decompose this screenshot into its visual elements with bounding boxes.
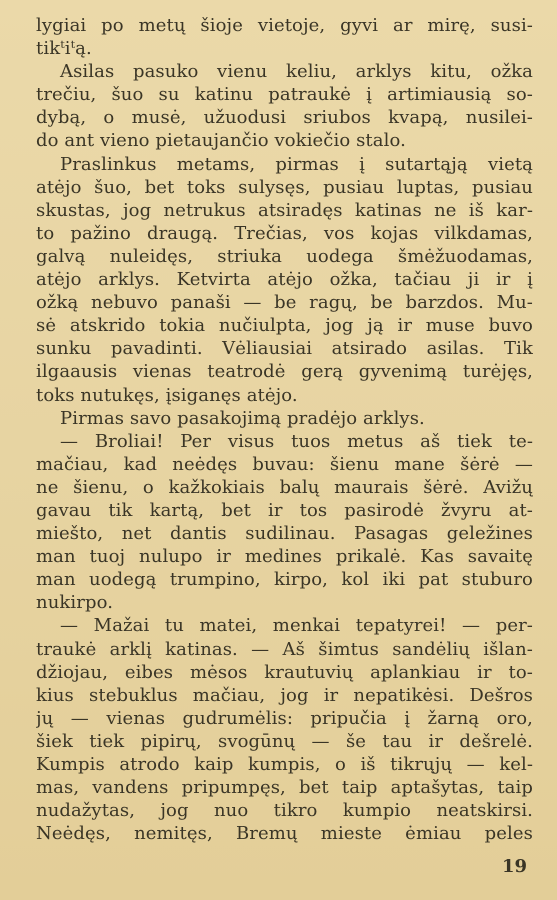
text-line: galvą nuleidęs, striuka uodega šmėžuodamas, <box>36 245 533 267</box>
text-line: mačiau, kad neėdęs buvau: šienu mane šėrė — <box>36 453 533 475</box>
text-line: lygiai po metų šioje vietoje, gyvi ar mirę, susi- <box>36 15 533 36</box>
text-line: — Mažai tu matei, menkai tepatyrei! — per- <box>60 615 533 637</box>
text-line: Asilas pasuko vienu keliu, arklys kitu, ožka <box>60 61 533 83</box>
text-line: dybą, o musė, užuodusi sriubos kvapą, nusilei- <box>36 107 533 129</box>
text-line: ilgaausis vienas teatrodė gerą gyvenimą turėjęs, <box>36 361 533 383</box>
text-line: nudažytas, jog nuo tikro kumpio neatskirsi. <box>36 800 533 822</box>
text-line: do ant vieno pietaujančio vokiečio stalo. <box>36 130 406 152</box>
text-line: to pažino draugą. Trečias, vos kojas vilkdamas, <box>36 222 533 244</box>
page-number: 19 <box>501 856 527 877</box>
text-line: — Broliai! Per visus tuos metus aš tiek te- <box>60 430 533 452</box>
text-line: šiek tiek pipirų, svogūnų — še tau ir dešrelė. <box>36 730 533 752</box>
text-line: Kumpis atrodo kaip kumpis, o iš tikrųjų — kel- <box>36 754 533 775</box>
text-line: trečiu, šuo su katinu patraukė į artimiausią so- <box>36 84 533 106</box>
text-line: ožką nebuvo panaši — be ragų, be barzdos. Mu- <box>36 292 533 314</box>
text-line: atėjo arklys. Ketvirta atėjo ožka, tačiau ji ir į <box>36 269 533 291</box>
text-line: kius stebuklus mačiau, jog ir nepatikėsi. Dešros <box>36 684 533 706</box>
text-line: nukirpo. <box>36 592 114 614</box>
text-line: traukė arklį katinas. — Aš šimtus sandėlių išlan- <box>36 638 533 660</box>
text-line: gavau tik kartą, bet ir tos pasirodė žvyru at- <box>36 499 533 521</box>
text-line: Neėdęs, nemitęs, Bremų mieste ėmiau peles <box>36 823 533 845</box>
text-line: skustas, jog netrukus atsiradęs katinas ne iš kar- <box>36 199 533 221</box>
text-line: Praslinkus metams, pirmas į sutartąją vietą <box>60 153 533 175</box>
text-line: toks nutukęs, įsiganęs atėjo. <box>36 384 298 406</box>
text-line: sė atskrido tokia nučiulpta, jog ją ir muse buvo <box>36 315 533 337</box>
text-line: man tuoj nulupo ir medines prikalė. Kas savaitę <box>36 546 533 568</box>
text-line: tikᵗiᵗą. <box>36 38 92 60</box>
text-line: sunku pavadinti. Vėliausiai atsirado asilas. Tik <box>36 338 533 360</box>
body-text <box>36 14 533 845</box>
text-line: mas, vandens pripumpęs, bet taip aptašytas, taip <box>36 777 533 799</box>
text-line: man uodegą trumpino, kirpo, kol iki pat stuburo <box>36 569 533 591</box>
text-line: Pirmas savo pasakojimą pradėjo arklys. <box>60 407 425 429</box>
text-line: atėjo šuo, bet toks sulysęs, pusiau luptas, pusiau <box>36 176 533 198</box>
text-line: džiojau, eibes mėsos krautuvių aplankiau ir to- <box>36 661 533 683</box>
text-line: jų — vienas gudrumėlis: pripučia į žarną oro, <box>36 707 533 729</box>
text-line: ne šienu, o kažkokiais balų maurais šėrė. Avižų <box>36 476 533 498</box>
text-line: miešto, net dantis sudilinau. Pasagas geležines <box>36 523 533 545</box>
